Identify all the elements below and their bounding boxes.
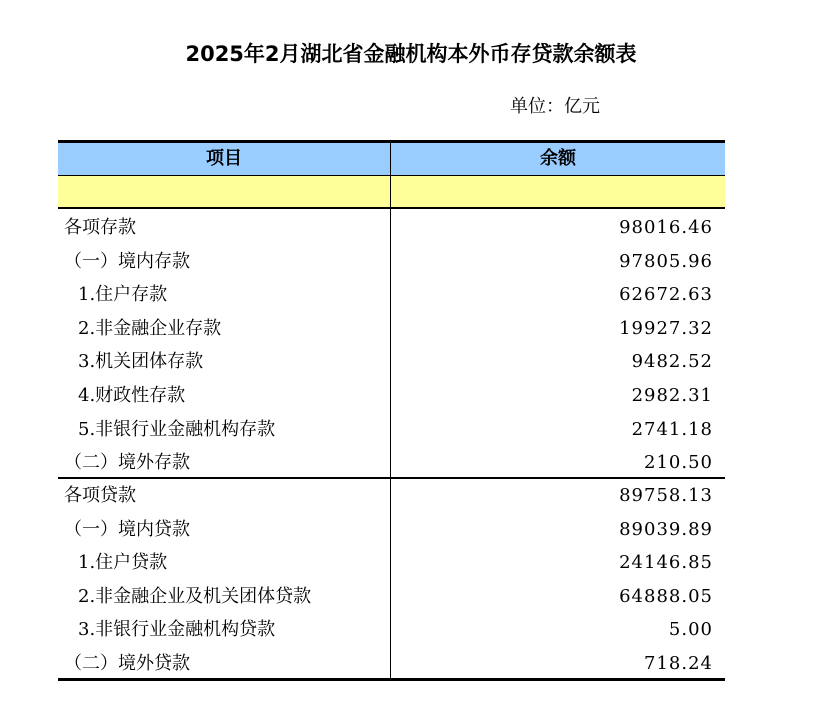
row-label: （一）境内贷款 (64, 518, 190, 540)
row-label: （二）境外存款 (64, 452, 190, 474)
row-value: 19927.32 (619, 317, 713, 339)
row-value: 718.24 (644, 653, 713, 674)
header-balance: 余额 (540, 148, 576, 169)
row-label: 各项贷款 (64, 485, 136, 506)
row-label: 1.住户贷款 (78, 552, 168, 574)
row-label: 5.非银行业金融机构存款 (78, 418, 276, 440)
table-row (58, 245, 725, 279)
row-value: 97805.96 (619, 250, 713, 272)
row-value: 210.50 (644, 452, 713, 474)
row-label: （二）境外贷款 (64, 653, 190, 674)
table-row (58, 278, 725, 312)
row-label: （一）境内存款 (64, 250, 190, 272)
table-row (58, 211, 725, 245)
row-value: 9482.52 (631, 351, 713, 373)
table-row (58, 312, 725, 346)
table-row (58, 613, 725, 647)
row-value: 89758.13 (619, 485, 713, 506)
row-value: 2982.31 (631, 385, 713, 406)
table-header-blank-row (58, 176, 725, 208)
table-row (58, 446, 725, 480)
table-row (58, 379, 725, 413)
table-row (58, 345, 725, 379)
table-header-border (58, 207, 725, 209)
row-value: 5.00 (668, 619, 713, 641)
table-row (58, 580, 725, 614)
row-value: 64888.05 (619, 585, 713, 607)
row-label: 2.非金融企业及机关团体贷款 (78, 585, 312, 607)
row-label: 1.住户存款 (78, 284, 168, 306)
table-row (58, 546, 725, 580)
row-label: 3.非银行业金融机构贷款 (78, 619, 276, 641)
row-value: 2741.18 (631, 418, 713, 440)
row-value: 62672.63 (619, 284, 713, 306)
row-value: 89039.89 (619, 518, 713, 540)
row-label: 4.财政性存款 (78, 385, 186, 406)
unit-label: 单位：亿元 (510, 96, 600, 117)
table-row (58, 479, 725, 513)
table-row (58, 647, 725, 681)
row-label: 3.机关团体存款 (78, 351, 204, 373)
header-item: 项目 (206, 148, 242, 169)
page-title: 2025年2月湖北省金融机构本外币存贷款余额表 (185, 42, 637, 66)
balance-table (58, 140, 725, 682)
table-row (58, 413, 725, 447)
table-row (58, 513, 725, 547)
row-value: 24146.85 (619, 552, 713, 574)
row-label: 2.非金融企业存款 (78, 317, 222, 339)
row-value: 98016.46 (619, 217, 713, 238)
row-label: 各项存款 (64, 217, 136, 238)
